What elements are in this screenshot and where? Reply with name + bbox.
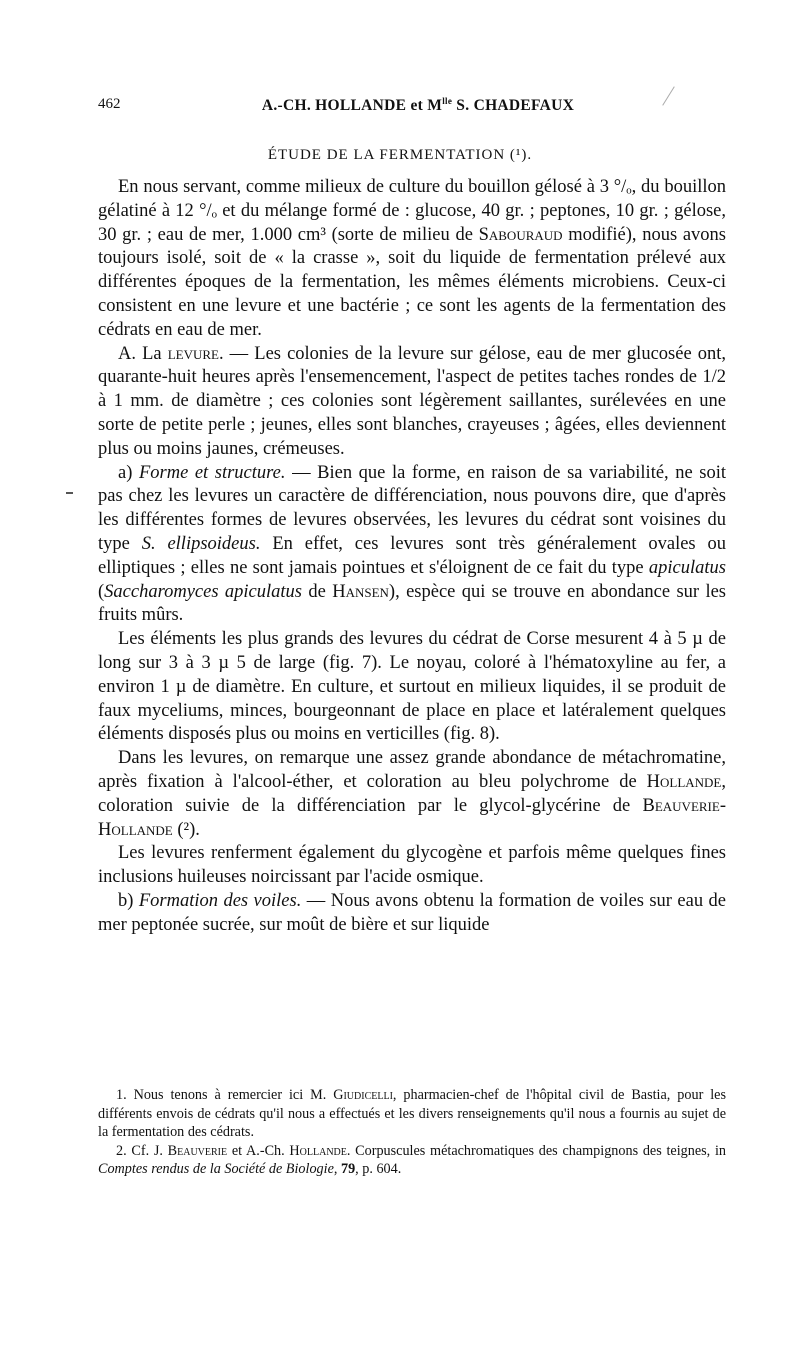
journal-title: Comptes rendus de la Société de Biologie bbox=[98, 1161, 334, 1178]
running-head-authors-a: A.-CH. HOLLANDE et M bbox=[261, 97, 443, 115]
paragraph-culture-media bbox=[98, 176, 726, 343]
text-run: , bbox=[333, 1161, 341, 1178]
text-run: ( bbox=[98, 581, 105, 602]
journal-volume: 79 bbox=[340, 1161, 356, 1178]
footnote-1 bbox=[98, 1086, 726, 1142]
running-head-authors-b: S. CHADEFAUX bbox=[452, 97, 575, 115]
species-name: apiculatus bbox=[648, 557, 726, 578]
subsection-title: Formation des voiles. bbox=[138, 890, 302, 911]
section-title: ÉTUDE DE LA FERMENTATION (¹). bbox=[267, 147, 533, 163]
text-run: 1. Nous tenons à remercier ici M. bbox=[116, 1087, 334, 1103]
text-run: , coloration suivie de la différenciation par le glycol-glycérine de bbox=[98, 771, 726, 816]
running-head bbox=[98, 96, 738, 115]
running-head-superscript: lle bbox=[442, 96, 453, 106]
section-label: A. La bbox=[118, 343, 162, 364]
author-name: Hollande bbox=[646, 771, 722, 792]
footnote-2 bbox=[98, 1142, 726, 1179]
paragraph-voiles bbox=[98, 890, 726, 938]
text-run: En effet, ces levures sont très généralement ovales ou elliptiques ; elles ne sont jamais pointues et s'éloignent de ce fait du type bbox=[98, 533, 726, 578]
text-run: Dans les levures, on remarque une assez grande abondance de métachromatine, après fixation à l'alcool-éther, et coloration au bleu polychrome de bbox=[98, 748, 726, 792]
footnotes bbox=[98, 1086, 726, 1179]
author-name: Sabouraud bbox=[478, 224, 563, 245]
text-run: 2. Cf. J. bbox=[116, 1142, 168, 1159]
text-run: modifié), nous avons toujours isolé, soit de « la crasse », soit du liquide de fermentation prélevé aux différentes époques de la fermentation, les mêmes éléments microbiens. Ceux-ci consistent en une levure et une bactérie ; ce sont les agents de la fermentation des cédrats en eau de mer. bbox=[98, 224, 726, 340]
text-run: et A.-Ch. bbox=[227, 1142, 290, 1159]
text-run: , pharmacien-chef de l'hôpital civil de Bastia, pour les différents envois de cédrats qu'il nous a effectués et les divers renseignements qu'il nous a fournis au sujet de la fermentation des cédrats. bbox=[98, 1087, 727, 1141]
subsection-title: Forme et structure. bbox=[138, 462, 286, 483]
text-run: En nous servant, comme milieux de culture du bouillon gélosé à 3 °/ₒ, du bouillon gélatiné à 12 °/ₒ et du mélange formé de : glucose, 40 gr. ; peptones, 10 gr. ; gélose, 30 gr. ; eau de mer, 1.000 cm³ (sorte de milieu de bbox=[98, 177, 726, 245]
subsection-label: a) bbox=[118, 462, 139, 483]
text-run: — Nous avons obtenu la formation de voiles sur eau de mer peptonée sucrée, sur moût de bière et sur liquide bbox=[98, 890, 726, 935]
species-name: S. ellipsoideus. bbox=[141, 533, 261, 554]
text-run: , p. 604. bbox=[355, 1161, 402, 1178]
paragraph-dimensions: Les éléments les plus grands des levures du cédrat de Corse mesurent 4 à 5 µ de long sur 3 à 3 µ 5 de large (fig. 7). Le noyau, coloré à l'hématoxyline au fer, a environ 1 µ de diamètre. En culture, et surtout en milieux liquides, il se produit de faux myceliums, minces, bourgeonnant de place en place et latéralement quelques éléments disposés plus ou moins en verticilles (fig. 8). bbox=[98, 629, 726, 745]
paragraph-glycogene: Les levures renferment également du glycogène et parfois même quelques fines inclusions huileuses noircissant par l'acide osmique. bbox=[98, 843, 726, 888]
subsection-label: b) bbox=[118, 890, 139, 911]
text-run: . Corpuscules métachromatiques des champignons des teignes, in bbox=[346, 1142, 726, 1159]
page-header bbox=[98, 96, 738, 118]
paragraph-forme-structure bbox=[98, 462, 726, 629]
page-number: 462 bbox=[98, 96, 121, 112]
body-text bbox=[98, 176, 726, 938]
species-name: Saccharomyces apiculatus bbox=[104, 581, 303, 602]
author-name: Hollande bbox=[289, 1142, 347, 1159]
text-run: (²). bbox=[172, 819, 200, 840]
text-run: ), espèce qui se trouve en abondance sur les fruits mûrs. bbox=[98, 581, 726, 626]
author-name: Hansen bbox=[332, 581, 389, 602]
margin-dash-mark bbox=[66, 492, 73, 494]
paragraph-metachromatine bbox=[98, 747, 726, 842]
text-run: de bbox=[302, 581, 333, 602]
author-name: Beauverie bbox=[167, 1142, 228, 1159]
text-run: — Les colonies de la levure sur gélose, eau de mer glucosée ont, quarante-huit heures après l'ensemencement, l'aspect de petites taches rondes de 1/2 à 1 mm. de diamètre ; ces colonies sont légèrement saillantes, surélevées en une sorte de petite perle ; jeunes, elles sont blanches, crayeuses ; âgées, elles deviennent plus ou moins jaunes, crémeuses. bbox=[98, 343, 727, 459]
text-run: — Bien que la forme, en raison de sa variabilité, ne soit pas chez les levures un caractère de différenciation, nous pouvons dire, que d'après les différentes formes de levures observées, les levures du cédrat sont voisines du type bbox=[98, 462, 727, 554]
author-name: Beauverie-Hollande bbox=[98, 795, 726, 840]
author-name: Giudicelli bbox=[333, 1087, 393, 1103]
section-label-sc: levure. bbox=[167, 343, 224, 364]
paragraph-levure bbox=[98, 343, 726, 462]
